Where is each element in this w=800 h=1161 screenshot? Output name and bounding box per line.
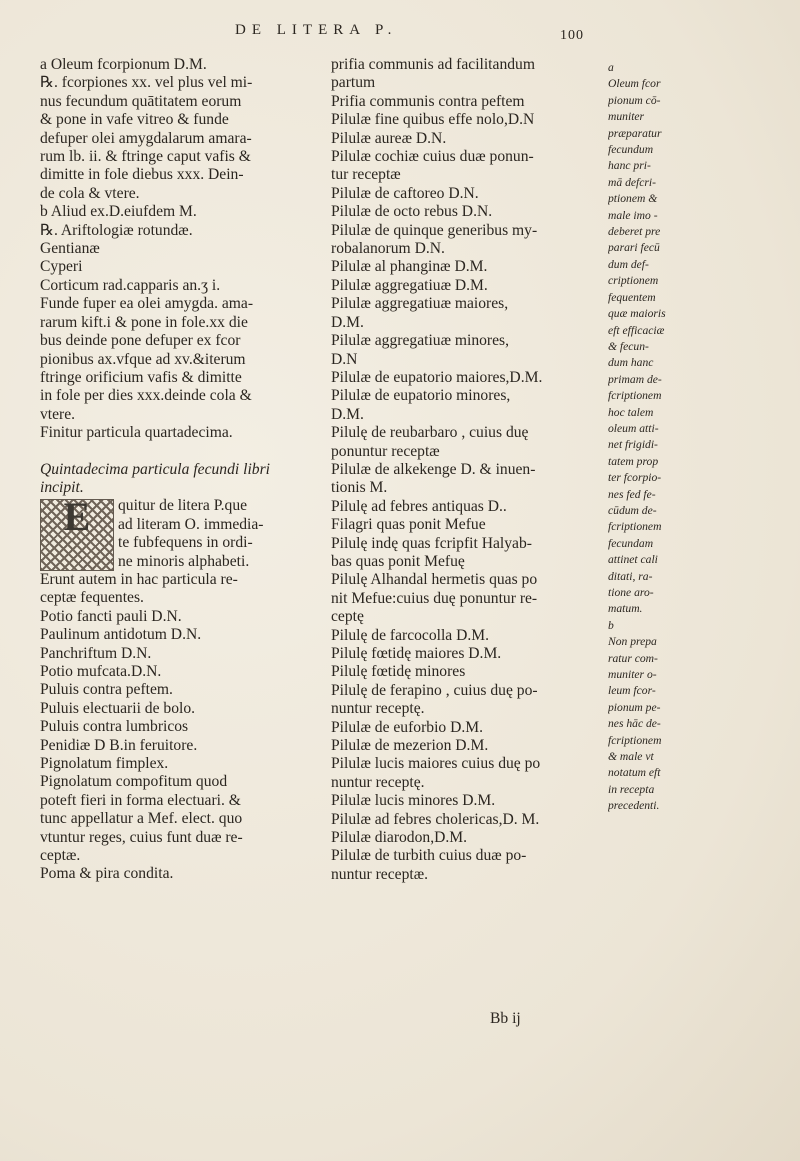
margin-note-line: quæ maioris xyxy=(608,307,666,321)
text-line: Filagri quas ponit Mefue xyxy=(331,516,486,534)
text-line: Penidiæ D B.in feruitore. xyxy=(40,736,198,754)
margin-note-line: ptionem & xyxy=(608,192,658,206)
text-line: Corticum rad.capparis an.ʒ i. xyxy=(40,276,221,294)
text-line: Pilulæ de octo rebus D.N. xyxy=(331,203,493,221)
text-line: pionibus ax.vfque ad xv.&iterum xyxy=(40,350,246,368)
text-line: Pilulę Alhandal hermetis quas po xyxy=(331,571,538,589)
text-line: de cola & vtere. xyxy=(40,184,140,202)
text-line: defuper olei amygdalarum amara- xyxy=(40,129,252,147)
margin-note-line: fcriptionem xyxy=(608,733,662,747)
margin-note-line: tatem prop xyxy=(608,454,659,468)
text-line: quitur de litera P.que xyxy=(118,497,248,515)
margin-note-line: eft efficaciæ xyxy=(608,323,665,337)
margin-note-line: fcriptionem xyxy=(608,389,662,403)
text-line: ceptæ fequentes. xyxy=(40,589,144,607)
margin-note-line: Non prepa xyxy=(608,635,657,649)
text-line: Puluis contra lumbricos xyxy=(40,718,189,736)
text-line: Pilulæ de turbith cuius duæ po- xyxy=(331,847,527,865)
text-line: Pilulæ de alkekenge D. & inuen- xyxy=(331,460,536,478)
text-line: partum xyxy=(331,74,376,92)
margin-note-line: pionum pe- xyxy=(608,700,661,714)
text-line: vtere. xyxy=(40,405,76,423)
page-header xyxy=(0,14,800,44)
text-line: bas quas ponit Mefuę xyxy=(331,552,465,570)
text-line: tunc appellatur a Mef. elect. quo xyxy=(40,810,243,828)
text-line: Gentianæ xyxy=(40,240,100,258)
text-line: a Oleum fcorpionum D.M. xyxy=(40,56,207,73)
margin-note-line: fequentem xyxy=(608,290,656,304)
text-line: Funde fuper ea olei amygda. ama- xyxy=(40,295,254,313)
margin-note-line: fcriptionem xyxy=(608,520,662,534)
margin-note-line: nes fed fe- xyxy=(608,487,656,501)
margin-note-line: dum hanc xyxy=(608,356,654,370)
margin-notes xyxy=(608,60,700,815)
text-line: Pilulæ diarodon,D.M. xyxy=(331,829,468,847)
margin-note-line: a xyxy=(608,61,614,74)
section-heading xyxy=(40,461,322,498)
text-line: Pilulæ de eupatorio maiores,D.M. xyxy=(331,368,543,386)
text-line: Prifia communis contra peftem xyxy=(331,92,525,110)
text-line: Pilulę de reubarbaro , cuius duę xyxy=(331,424,529,442)
text-line: Puluis electuarii de bolo. xyxy=(40,699,196,717)
margin-note-line: muniter o- xyxy=(608,668,657,682)
text-line: Pilulæ aggregatiuæ D.M. xyxy=(331,276,488,294)
margin-note-line: precedenti. xyxy=(608,799,660,813)
text-line: Poma & pira condita. xyxy=(40,865,174,883)
margin-note-line: criptionem xyxy=(608,274,659,288)
margin-note-line: in recepta xyxy=(608,782,655,796)
text-line: Pilulæ lucis minores D.M. xyxy=(331,792,496,810)
text-line: tionis M. xyxy=(331,479,388,497)
text-line: robalanorum D.N. xyxy=(331,240,445,258)
margin-note-line: hanc pri- xyxy=(608,159,651,173)
initial-paragraph xyxy=(40,494,322,571)
text-line: D.N xyxy=(331,350,358,368)
text-line: nus fecundum quātitatem eorum xyxy=(40,92,242,110)
margin-note-line: notatum eft xyxy=(608,766,661,780)
text-line: Pilulæ de eupatorio minores, xyxy=(331,387,511,405)
text-line: rarum kift.i & pone in fole.xx die xyxy=(40,313,248,331)
catchword: Bb ij xyxy=(490,1010,521,1027)
margin-note-line: male imo - xyxy=(608,208,658,222)
margin-note-line: mā defcri- xyxy=(608,175,656,189)
text-line: ceptæ. xyxy=(40,847,81,865)
margin-note-line: & fecun- xyxy=(608,339,649,353)
margin-note-line: matum. xyxy=(608,602,643,616)
margin-note-line: dum def- xyxy=(608,257,649,271)
text-line: in fole per dies xxx.deinde cola & xyxy=(40,387,252,405)
margin-note-line: pionum cō- xyxy=(608,93,661,107)
margin-note-line: fecundum xyxy=(608,143,654,157)
text-line: Pilulæ al phanginæ D.M. xyxy=(331,258,488,276)
text-line: & pone in vafe vitreo & funde xyxy=(40,111,229,129)
margin-note-line: tione aro- xyxy=(608,586,654,599)
margin-note-line: primam de- xyxy=(608,372,662,386)
text-line: D.M. xyxy=(331,313,364,331)
text-line: Erunt autem in hac particula re- xyxy=(40,570,238,588)
text-line: tur receptæ xyxy=(331,166,401,184)
margin-note-line: deberet pre xyxy=(608,225,661,239)
text-line: Pilulæ de euforbio D.M. xyxy=(331,718,484,736)
running-head: DE LITERA P. xyxy=(235,22,398,38)
text-line: Pilulę fœtidę maiores D.M. xyxy=(331,645,502,662)
text-line: Pilulæ de mezerion D.M. xyxy=(331,737,489,755)
text-line: Pilulæ de quinque generibus my- xyxy=(331,221,538,239)
margin-note-line: & male vt xyxy=(608,750,654,764)
text-line: ponuntur receptæ xyxy=(331,442,440,460)
right-text-block xyxy=(331,56,603,884)
margin-note-line: parari fecū xyxy=(608,241,660,255)
heading-line: incipit. xyxy=(40,478,84,496)
text-line: ℞. fcorpiones xx. vel plus vel mi- xyxy=(40,74,253,92)
margin-note-line: cūdum de- xyxy=(608,503,657,517)
text-line: ne minoris alphabeti. xyxy=(118,552,250,570)
text-line: Pignolatum compofitum quod xyxy=(40,773,228,791)
text-line: Pilulæ aggregatiuæ maiores, xyxy=(331,295,509,313)
text-line: nit Mefue:cuius duę ponuntur re- xyxy=(331,589,538,607)
text-line: b Aliud ex.D.eiufdem M. xyxy=(40,203,197,221)
margin-note-line: oleum atti- xyxy=(608,421,659,435)
text-line: Pilulę ad febres antiquas D.. xyxy=(331,497,507,515)
text-line: Pilulę de ferapino , cuius duę po- xyxy=(331,681,538,699)
text-line: ftringe orificium vafis & dimitte xyxy=(40,368,242,386)
text-line: bus deinde pone defuper ex fcor xyxy=(40,332,241,350)
text-line: Pilulæ lucis maiores cuius duę po xyxy=(331,755,541,773)
text-line: Paulinum antidotum D.N. xyxy=(40,626,202,644)
text-line: Cyperi xyxy=(40,258,83,276)
text-line: poteft fieri in forma electuari. & xyxy=(40,791,241,809)
margin-note-line: muniter xyxy=(608,110,645,124)
text-line: Puluis contra peftem. xyxy=(40,681,173,699)
margin-note-line: leum fcor- xyxy=(608,684,656,698)
margin-note-line: ter fcorpio- xyxy=(608,471,662,485)
margin-note-line: net frigidi- xyxy=(608,438,658,452)
left-text-block-a xyxy=(40,56,322,443)
text-line: Panchriftum D.N. xyxy=(40,644,152,662)
left-column xyxy=(40,56,322,884)
margin-note-line: præparatur xyxy=(608,126,662,140)
margin-note-line: Oleum fcor xyxy=(608,77,661,91)
text-line: Pilulæ ad febres cholericas,D. M. xyxy=(331,810,540,828)
text-line: Pilulæ aggregatiuæ minores, xyxy=(331,332,510,350)
text-line: te fubfequens in ordi- xyxy=(118,534,253,552)
margin-note-line: ditati, ra- xyxy=(608,569,653,583)
text-line: Pilulæ fine quibus effe nolo,D.N xyxy=(331,111,535,129)
text-line: Pilulæ cochiæ cuius duæ ponun- xyxy=(331,148,534,166)
text-line: Finitur particula quartadecima. xyxy=(40,424,233,442)
text-line: Pilulę de farcocolla D.M. xyxy=(331,626,490,644)
margin-note-line: fecundam xyxy=(608,536,654,550)
text-line: dimitte in fole diebus xxx. Dein- xyxy=(40,166,244,184)
text-line: ℞. Ariftologiæ rotundæ. xyxy=(40,221,193,239)
margin-note-line: attinet cali xyxy=(608,553,658,567)
text-line: prifia communis ad facilitandum xyxy=(331,56,535,73)
decorated-initial xyxy=(40,494,114,571)
margin-note-line: hoc talem xyxy=(608,405,654,419)
text-line: Potio fancti pauli D.N. xyxy=(40,607,182,625)
left-text-block-b xyxy=(40,571,322,884)
text-line: D.M. xyxy=(331,405,364,423)
text-line: nuntur receptæ. xyxy=(331,865,428,883)
text-line: Pilulæ de caftoreo D.N. xyxy=(331,184,479,202)
text-line: nuntur receptę. xyxy=(331,773,425,791)
text-line: nuntur receptę. xyxy=(331,700,425,718)
text-line: Potio mufcata.D.N. xyxy=(40,663,162,680)
margin-note-line: nes hāc de- xyxy=(608,717,661,731)
text-line: Pilulę fœtidę minores xyxy=(331,663,466,681)
text-line: ceptę xyxy=(331,608,364,626)
text-line: ad literam O. immedia- xyxy=(118,515,264,533)
text-line: rum lb. ii. & ftringe caput vafis & xyxy=(40,148,251,166)
page-number: 100 xyxy=(560,28,584,43)
text-line: Pignolatum fimplex. xyxy=(40,755,169,773)
text-line: Pilulę indę quas fcripfit Halyab- xyxy=(331,534,532,552)
text-line: Pilulæ aureæ D.N. xyxy=(331,129,447,147)
margin-note-line: ratur com- xyxy=(608,651,658,665)
heading-line: Quintadecima particula fecundi libri xyxy=(40,460,270,478)
initial-letter: E xyxy=(63,494,91,540)
right-column xyxy=(331,56,603,884)
margin-note-line: b xyxy=(608,618,614,632)
text-line: vtuntur reges, cuius funt duæ re- xyxy=(40,828,243,846)
